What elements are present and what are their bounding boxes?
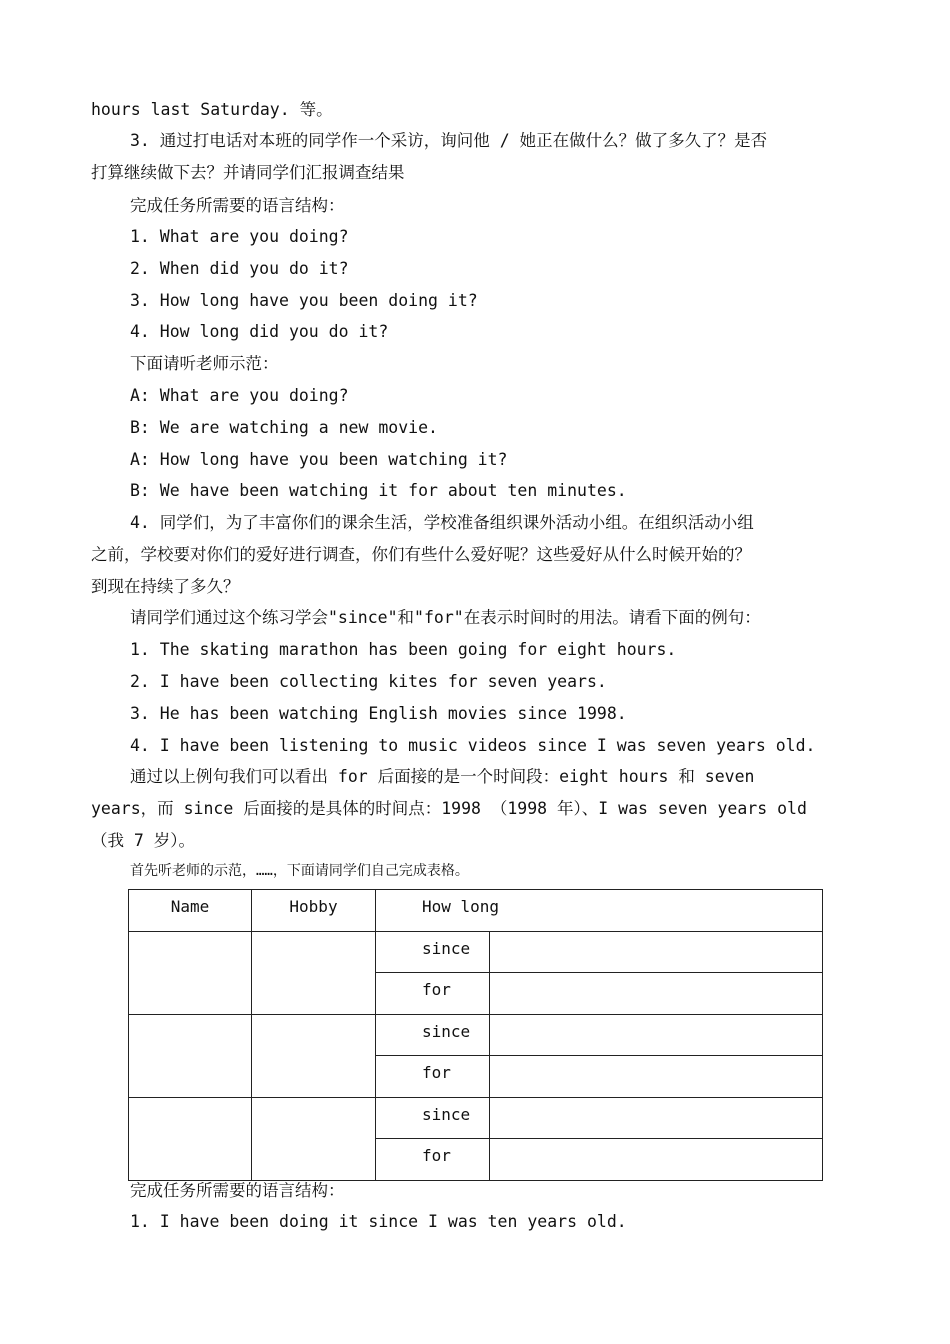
text-line: 4. I have been listening to music videos since I was seven years old.: [130, 736, 816, 755]
text-line: 请同学们通过这个练习学会"since"和"for"在表示时间时的用法。请看下面的例句：: [130, 608, 761, 627]
name-cell[interactable]: [129, 1098, 252, 1181]
text-line: 3. How long have you been doing it?: [130, 291, 478, 310]
text-line: （我 7 岁）。: [91, 831, 196, 850]
text-line: A: What are you doing?: [130, 386, 349, 405]
since-label-cell: [376, 932, 490, 973]
for-label-cell: [376, 1139, 490, 1181]
text-line: 完成任务所需要的语言结构：: [130, 1181, 345, 1200]
text-line: B: We are watching a new movie.: [130, 418, 438, 437]
for-label: for: [422, 1146, 451, 1165]
hobby-cell[interactable]: [252, 932, 376, 1015]
for-value-cell[interactable]: [490, 1139, 823, 1181]
for-value-cell[interactable]: [490, 973, 823, 1015]
for-label-cell: [376, 1056, 490, 1098]
header-how-long-cell: [376, 890, 823, 932]
table-header-row: [129, 890, 823, 932]
since-label: since: [422, 939, 471, 958]
text-line: 通过以上例句我们可以看出 for 后面接的是一个时间段：eight hours 和 seven: [130, 767, 755, 786]
name-cell[interactable]: [129, 1015, 252, 1098]
for-label: for: [422, 1063, 451, 1082]
name-cell[interactable]: [129, 932, 252, 1015]
text-line: 完成任务所需要的语言结构：: [130, 196, 345, 215]
since-label-cell: [376, 1015, 490, 1056]
text-line: 1. The skating marathon has been going for eight hours.: [130, 640, 677, 659]
text-line: 之前，学校要对你们的爱好进行调查，你们有些什么爱好呢？这些爱好从什么时候开始的？: [91, 545, 751, 564]
text-line: A: How long have you been watching it?: [130, 450, 508, 469]
text-line: 下面请听老师示范：: [130, 354, 279, 373]
for-label: for: [422, 980, 451, 999]
header-hobby-cell: [252, 890, 376, 932]
since-value-cell[interactable]: [490, 932, 823, 973]
since-value-cell[interactable]: [490, 1098, 823, 1139]
hobby-cell[interactable]: [252, 1098, 376, 1181]
header-name-cell: [129, 890, 252, 932]
since-value-cell[interactable]: [490, 1015, 823, 1056]
text-line: 2. When did you do it?: [130, 259, 349, 278]
text-line: 3. He has been watching English movies since 1998.: [130, 704, 627, 723]
header-how-long: How long: [422, 897, 500, 916]
text-line: 4. 同学们，为了丰富你们的课余生活，学校准备组织课外活动小组。在组织活动小组: [130, 513, 754, 532]
text-line: B: We have been watching it for about ten minutes.: [130, 481, 627, 500]
header-hobby: Hobby: [289, 897, 338, 916]
hobby-cell[interactable]: [252, 1015, 376, 1098]
since-label: since: [422, 1105, 471, 1124]
since-label: since: [422, 1022, 471, 1041]
text-line: hours last Saturday. 等。: [91, 100, 333, 119]
text-line: 1. I have been doing it since I was ten years old.: [130, 1212, 627, 1231]
text-line: 3. 通过打电话对本班的同学作一个采访，询问他 / 她正在做什么？做了多久了？是否: [130, 131, 768, 150]
for-label-cell: [376, 973, 490, 1015]
table-caption: 首先听老师的示范，……，下面请同学们自己完成表格。: [130, 863, 469, 879]
since-label-cell: [376, 1098, 490, 1139]
text-line: 打算继续做下去？并请同学们汇报调查结果: [91, 163, 405, 182]
text-line: 1. What are you doing?: [130, 227, 349, 246]
text-line: 到现在持续了多久？: [91, 577, 240, 596]
for-value-cell[interactable]: [490, 1056, 823, 1098]
table-row: [129, 932, 823, 973]
table-row: [129, 1015, 823, 1056]
text-line: years，而 since 后面接的是具体的时间点：1998 （1998 年）、I was seven years old: [91, 799, 807, 818]
hobby-survey-table: [128, 889, 823, 1181]
text-line: 2. I have been collecting kites for seven years.: [130, 672, 607, 691]
text-line: 4. How long did you do it?: [130, 322, 389, 341]
table-row: [129, 1098, 823, 1139]
header-name: Name: [170, 897, 210, 916]
